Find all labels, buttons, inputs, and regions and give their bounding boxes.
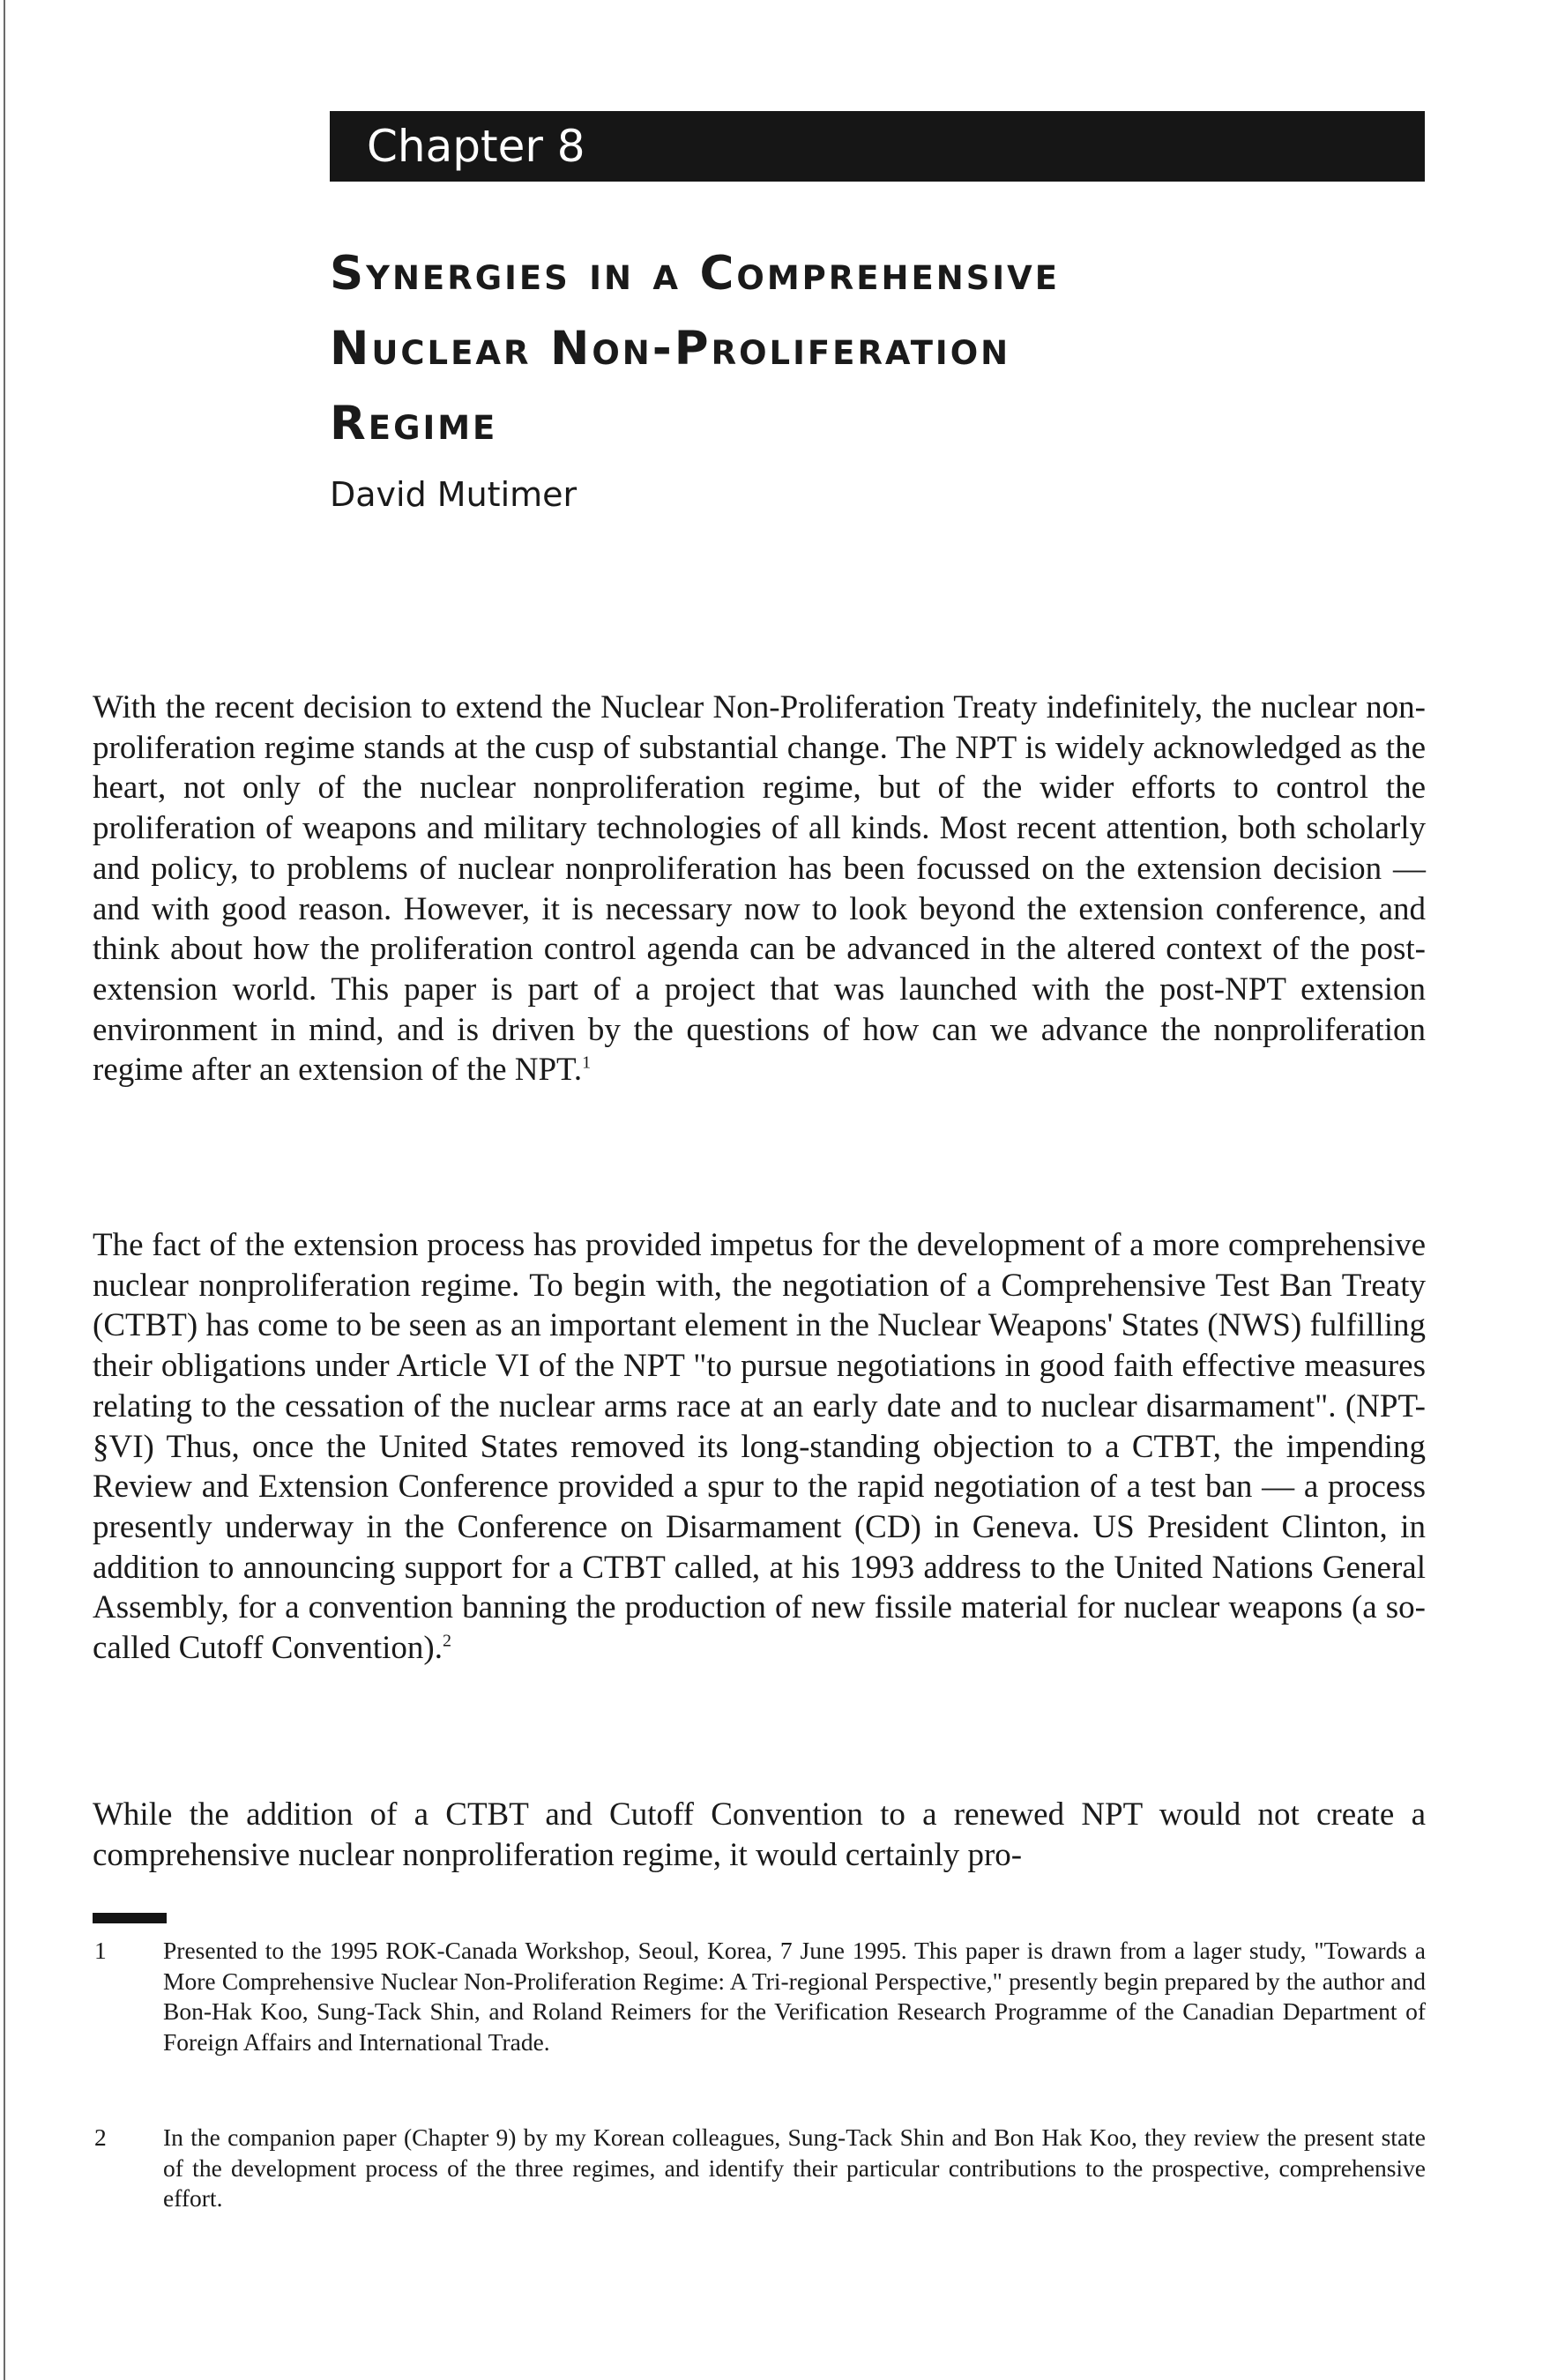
chapter-title — [330, 236, 1432, 461]
footnote-number: 2 — [94, 2123, 107, 2151]
body-paragraph-3 — [93, 1795, 1426, 1875]
title-line: Nuclear Non-Proliferation — [330, 322, 1011, 376]
body-paragraph-2 — [93, 1225, 1426, 1669]
page-edge-line — [4, 0, 5, 2380]
body-paragraph-1 — [93, 688, 1426, 1090]
footnote-text: In the companion paper (Chapter 9) by my Korean colleagues, Sung-Tack Shin and Bon Hak Koo, they review the present state of the development process of the three regimes, and identify their particular contributions to the prospective, comprehensive effort. — [163, 2123, 1426, 2212]
footnote-ref-2: 2 — [443, 1631, 451, 1651]
footnote-number: 1 — [94, 1937, 107, 1964]
footnote-text: Presented to the 1995 ROK-Canada Workshop, Seoul, Korea, 7 June 1995. This paper is drawn from a lager study, "Towards a More Comprehensive Nuclear Non-Proliferation Regime: A Tri-regional Perspective," presently begin prepared by the author and Bon-Hak Koo, Sung-Tack Shin, and Roland Reimers for the Verification Research Programme of the Canadian Department of Foreign Affairs and International Trade. — [163, 1937, 1426, 2056]
chapter-label: Chapter 8 — [330, 111, 1425, 182]
footnote-2 — [93, 2123, 1426, 2214]
footnote-separator — [93, 1913, 167, 1923]
paragraph-text: While the addition of a CTBT and Cutoff Convention to a renewed NPT would not create a comprehensive nuclear nonproliferation regime, it would certainly pro- — [93, 1796, 1426, 1873]
paragraph-text: The fact of the extension process has provided impetus for the development of a more comprehensive nuclear nonproliferation regime. To begin with, the negotiation of a Comprehensive Test Ban Treaty (CTBT) has come to be seen as an important element in the Nuclear Weapons' States (NWS) fulfilling their obligations under Article VI of the NPT "to pursue negotiations in good faith effective measures relating to the cessation of the nuclear arms race at an early date and to nuclear disarmament". (NPT-§VI) Thus, once the United States removed its long-standing objection to a CTBT, the impending Review and Extension Conference provided a spur to the rapid negotiation of a test ban — a process presently underway in the Conference on Disarmament (CD) in Geneva. US President Clinton, in addition to announcing support for a CTBT called, at his 1993 address to the United Nations General Assembly, for a convention banning the production of new fissile material for nuclear weapons (a so-called Cutoff Convention). — [93, 1227, 1426, 1667]
footnote-ref-1: 1 — [582, 1053, 592, 1073]
author-name: David Mutimer — [330, 475, 578, 514]
paragraph-text: With the recent decision to extend the Nuclear Non-Proliferation Treaty indefinitely, the nuclear non-proliferation regime stands at the cusp of substantial change. The NPT is widely acknowledged as the heart, not only of the nuclear nonproliferation regime, but of the wider efforts to control the proliferation of weapons and military technologies of all kinds. Most recent attention, both scholarly and policy, to problems of nuclear nonproliferation has been focussed on the extension decision — and with good reason. However, it is necessary now to look beyond the extension conference, and think about how the proliferation control agenda can be advanced in the altered context of the post-extension world. This paper is part of a project that was launched with the post-NPT extension environment in mind, and is driven by the questions of how can we advance the nonproliferation regime after an extension of the NPT. — [93, 689, 1426, 1089]
title-line: Synergies in a Comprehensive — [330, 247, 1061, 301]
title-line: Regime — [330, 397, 498, 450]
footnote-1 — [93, 1936, 1426, 2057]
